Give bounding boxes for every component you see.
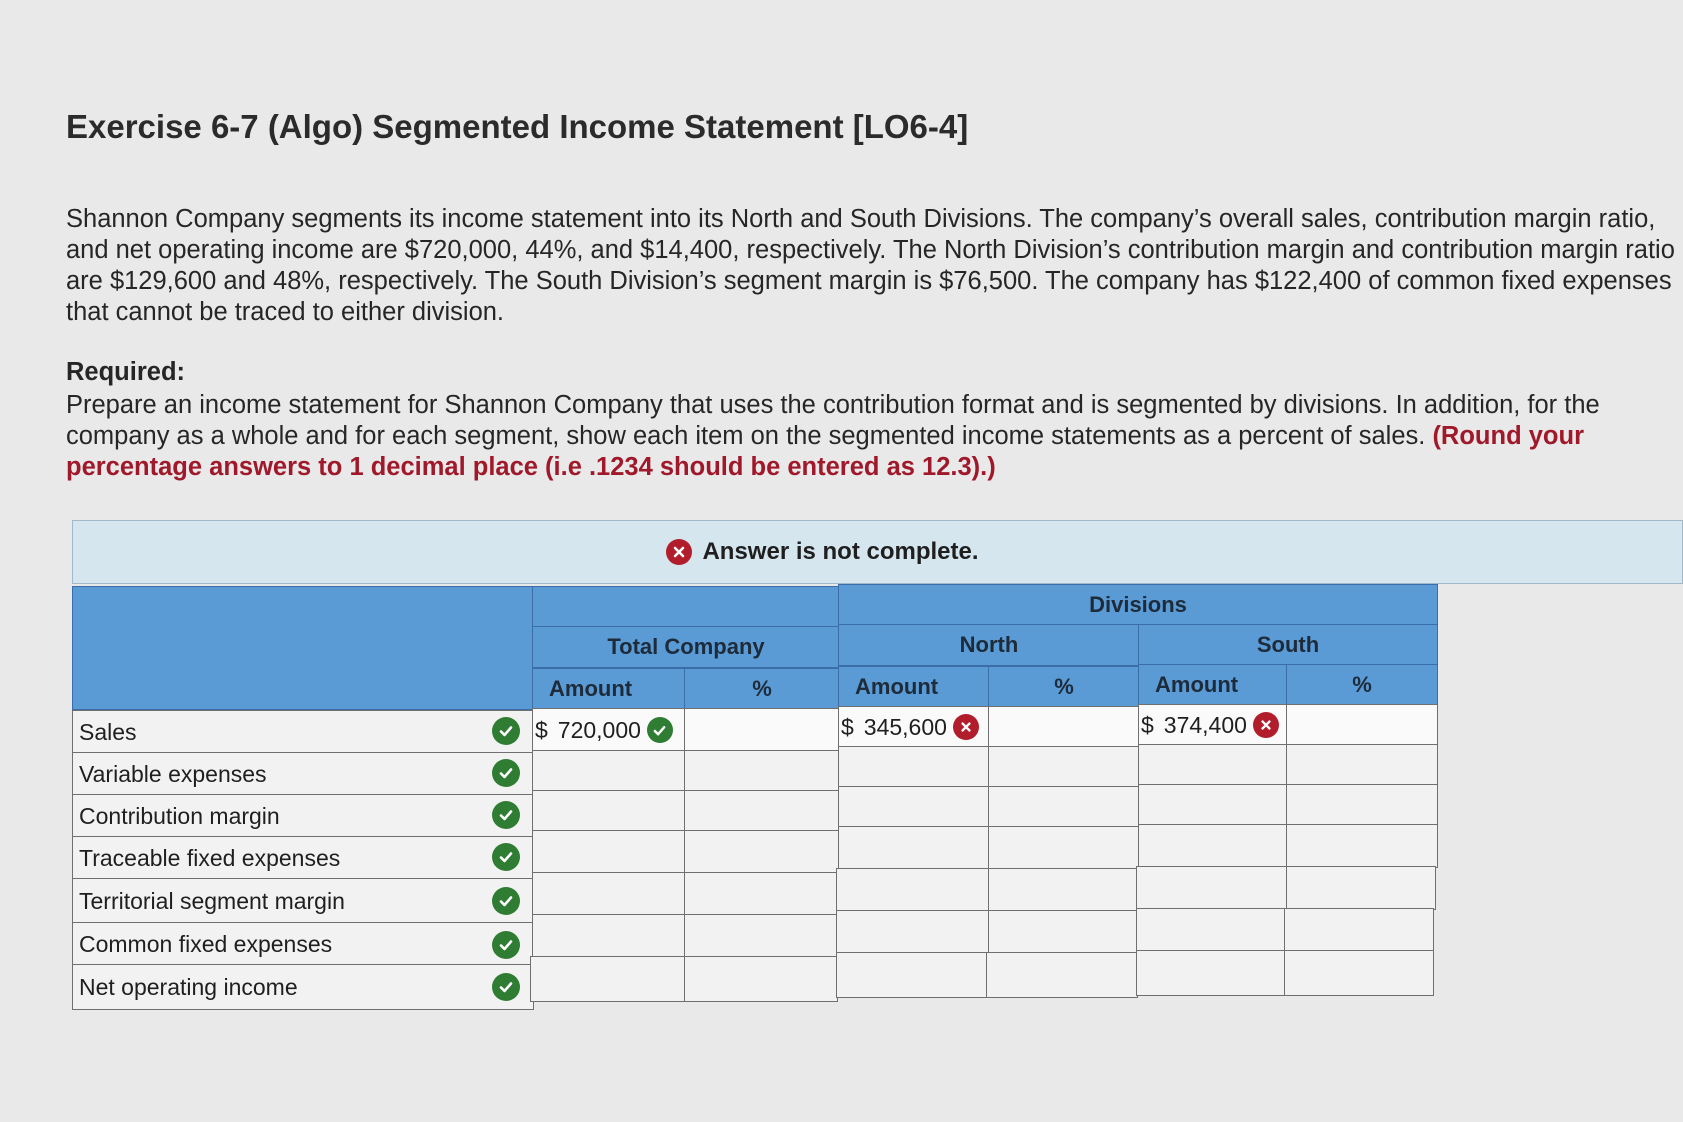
total-variable-expenses-percent-input[interactable] (684, 750, 840, 792)
row-label-net-operating-income: Net operating income (72, 964, 534, 1010)
north-net-operating-income-amount-input[interactable] (836, 952, 988, 998)
south-sales-amount: 374,400 (1163, 711, 1247, 738)
south-contribution-margin-amount-input[interactable] (1138, 784, 1288, 826)
header-label-column (72, 586, 534, 710)
total-contribution-margin-amount-input[interactable] (532, 790, 686, 832)
north-contribution-margin-amount-input[interactable] (838, 786, 990, 828)
south-traceable-fixed-percent-input[interactable] (1286, 824, 1438, 868)
required-text (66, 390, 1666, 483)
total-common-fixed-amount-input[interactable] (532, 914, 686, 958)
check-icon (492, 717, 520, 745)
north-common-fixed-amount-input[interactable] (836, 910, 990, 954)
required-instructions: Prepare an income statement for Shannon Company that uses the contribution format and is segmented by divisions. In addition, for the company as a whole and for each segment, show each item on the segmented income statements as a percent of sales. (66, 391, 1600, 450)
total-traceable-fixed-amount-input[interactable] (532, 830, 686, 874)
problem-description: Shannon Company segments its income statement into its North and South Divisions. The company’s overall sales, contribution margin ratio, and net operating income are $720,000, 44%, and $14,400, respectively. The North Division’s contribution margin and contribution margin ratio are $129,600 and 48%, respectively. The South Division’s segment margin is $76,500. The company has $122,400 of common fixed expenses that cannot be traced to either division. (66, 205, 1675, 326)
total-traceable-fixed-percent-input[interactable] (684, 830, 840, 874)
south-sales-percent-input[interactable] (1286, 704, 1438, 746)
row-label-contribution-margin: Contribution margin (72, 794, 534, 838)
header-north: North (838, 624, 1140, 666)
south-net-operating-income-amount-input[interactable] (1136, 950, 1286, 996)
total-net-operating-income-amount-input[interactable] (530, 956, 686, 1002)
currency-symbol: $ (1141, 711, 1154, 738)
north-traceable-fixed-percent-input[interactable] (988, 826, 1140, 870)
south-variable-expenses-percent-input[interactable] (1286, 744, 1438, 786)
north-traceable-fixed-amount-input[interactable] (838, 826, 990, 870)
south-net-operating-income-percent-input[interactable] (1284, 950, 1434, 996)
north-variable-expenses-amount-input[interactable] (838, 746, 990, 788)
row-label-variable-expenses: Variable expenses (72, 752, 534, 796)
check-icon (492, 759, 520, 787)
south-common-fixed-percent-input[interactable] (1284, 908, 1434, 952)
x-circle-icon (666, 539, 692, 565)
north-variable-expenses-percent-input[interactable] (988, 746, 1140, 788)
north-sales-amount: 345,600 (863, 713, 947, 740)
x-circle-icon (953, 714, 979, 740)
page-title: Exercise 6-7 (Algo) Segmented Income Statement [LO6-4] (66, 108, 969, 145)
south-segment-margin-percent-input[interactable] (1286, 866, 1436, 910)
total-variable-expenses-amount-input[interactable] (532, 750, 686, 792)
currency-symbol: $ (535, 716, 548, 743)
north-contribution-margin-percent-input[interactable] (988, 786, 1140, 828)
south-contribution-margin-percent-input[interactable] (1286, 784, 1438, 826)
north-net-operating-income-percent-input[interactable] (986, 952, 1138, 998)
south-variable-expenses-amount-input[interactable] (1138, 744, 1288, 786)
total-segment-margin-percent-input[interactable] (684, 872, 840, 916)
answer-status-banner (72, 520, 1683, 584)
header-south: South (1138, 624, 1438, 666)
north-sales-value (841, 711, 979, 743)
south-sales-value (1141, 709, 1279, 741)
check-icon (492, 801, 520, 829)
row-label-sales: Sales (72, 710, 534, 754)
check-icon (492, 931, 520, 959)
x-circle-icon (1253, 712, 1279, 738)
header-north-amount: Amount (838, 666, 990, 708)
north-segment-margin-amount-input[interactable] (836, 868, 990, 912)
header-total-amount: Amount (532, 668, 686, 710)
row-label-traceable-fixed-expenses: Traceable fixed expenses (72, 836, 534, 880)
north-sales-percent-input[interactable] (988, 706, 1140, 748)
header-south-amount: Amount (1138, 664, 1288, 706)
total-sales-value (535, 714, 673, 746)
total-sales-percent-input[interactable] (684, 708, 840, 752)
total-net-operating-income-percent-input[interactable] (684, 956, 838, 1002)
south-traceable-fixed-amount-input[interactable] (1138, 824, 1288, 868)
south-common-fixed-amount-input[interactable] (1136, 908, 1286, 952)
total-segment-margin-amount-input[interactable] (532, 872, 686, 916)
south-segment-margin-amount-input[interactable] (1136, 866, 1288, 910)
north-segment-margin-percent-input[interactable] (988, 868, 1140, 912)
rounding-note: (Round your percentage answers to 1 decimal place (i.e .1234 should be entered as 12.3).) (66, 422, 1584, 481)
row-label-territorial-segment-margin: Territorial segment margin (72, 878, 534, 924)
row-label-common-fixed-expenses: Common fixed expenses (72, 922, 534, 966)
header-total-company: Total Company (532, 626, 840, 668)
header-north-percent: % (988, 666, 1140, 708)
north-common-fixed-percent-input[interactable] (988, 910, 1140, 954)
check-icon (492, 887, 520, 915)
answer-status-text: Answer is not complete. (702, 538, 979, 565)
header-total-percent: % (684, 668, 840, 710)
required-heading: Required: (66, 358, 186, 386)
total-common-fixed-percent-input[interactable] (684, 914, 840, 958)
check-icon (647, 717, 673, 743)
total-contribution-margin-percent-input[interactable] (684, 790, 840, 832)
header-south-percent: % (1286, 664, 1438, 706)
header-spacer-total (532, 586, 840, 628)
check-icon (492, 843, 520, 871)
header-divisions: Divisions (838, 584, 1438, 626)
currency-symbol: $ (841, 713, 854, 740)
total-sales-amount: 720,000 (557, 716, 641, 743)
check-icon (492, 973, 520, 1001)
